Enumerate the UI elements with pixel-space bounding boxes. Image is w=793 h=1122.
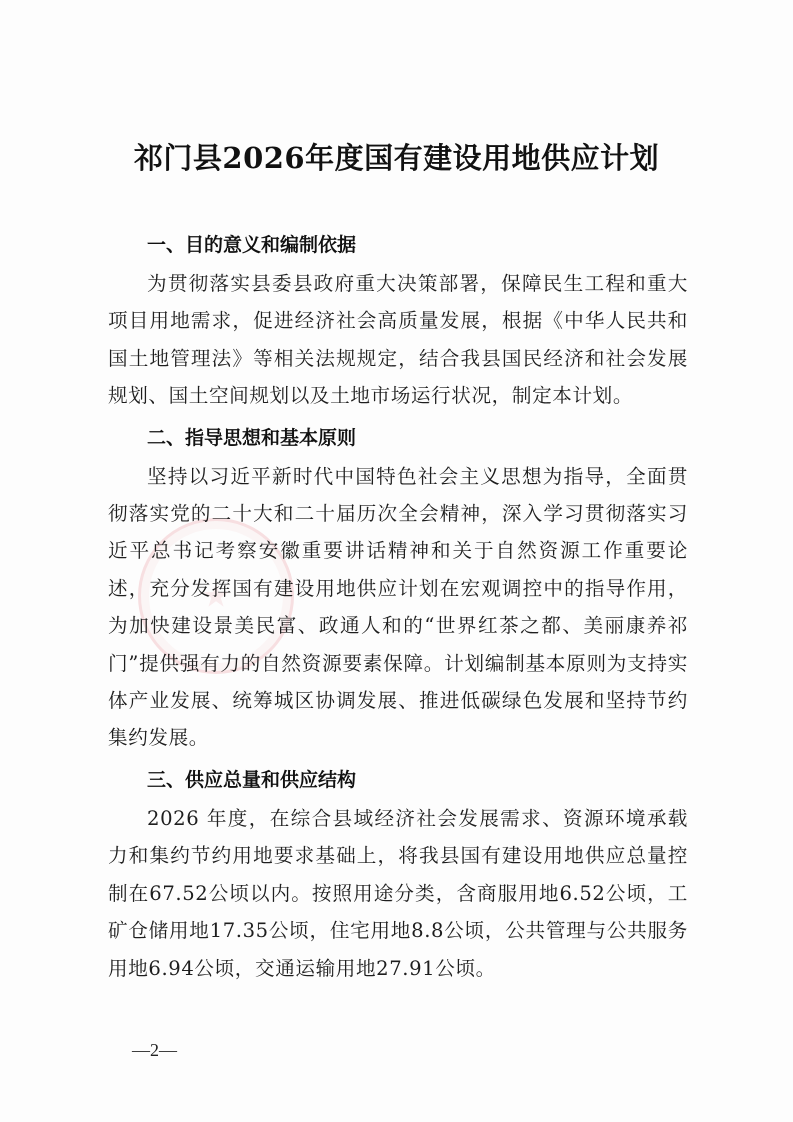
- document-body: [108, 226, 688, 987]
- section-heading: 一、目的意义和编制依据: [147, 234, 357, 256]
- section-heading: 三、供应总量和供应结构: [147, 768, 357, 791]
- section-supply-structure: [108, 761, 688, 987]
- section-guiding-principles: [108, 419, 688, 757]
- section-paragraph: 坚持以习近平新时代中国特色社会主义思想为指导，全面贯彻落实党的二十大和二十届历次全会精神，深入学习贯彻落实习近平总书记考察安徽重要讲话精神和关于自然资源工作重要论述，充分发挥国有建设用地供应计划在宏观调控中的指导作用，为加快建设景美民富、政通人和的“世界红茶之都、美丽康养祁门”提供强有力的自然资源要素保障。计划编制基本原则为支持实体产业发展、统筹城区协调发展、推进低碳绿色发展和坚持节约集约发展。: [108, 464, 688, 750]
- section-paragraph: 为贯彻落实县委县政府重大决策部署，保障民生工程和重大项目用地需求，促进经济社会高质量发展，根据《中华人民共和国土地管理法》等相关法规规定，结合我县国民经济和社会发展规划、国土空间规划以及土地市场运行状况，制定本计划。: [108, 272, 688, 408]
- section-paragraph: 2026 年度，在综合县域经济社会发展需求、资源环境承载力和集约节约用地要求基础上，将我县国有建设用地供应总量控制在67.52公顷以内。按照用途分类，含商服用地6.52公顷，工矿仓储用地17.35公顷，住宅用地8.8公顷，公共管理与公共服务用地6.94公顷，交通运输用地27.91公顷。: [108, 806, 688, 980]
- page-number: —2—: [132, 1040, 177, 1060]
- document-title: 祁门县2026年度国有建设用地供应计划: [133, 141, 660, 175]
- section-heading: 二、指导思想和基本原则: [147, 426, 357, 449]
- section-purpose: [108, 226, 688, 415]
